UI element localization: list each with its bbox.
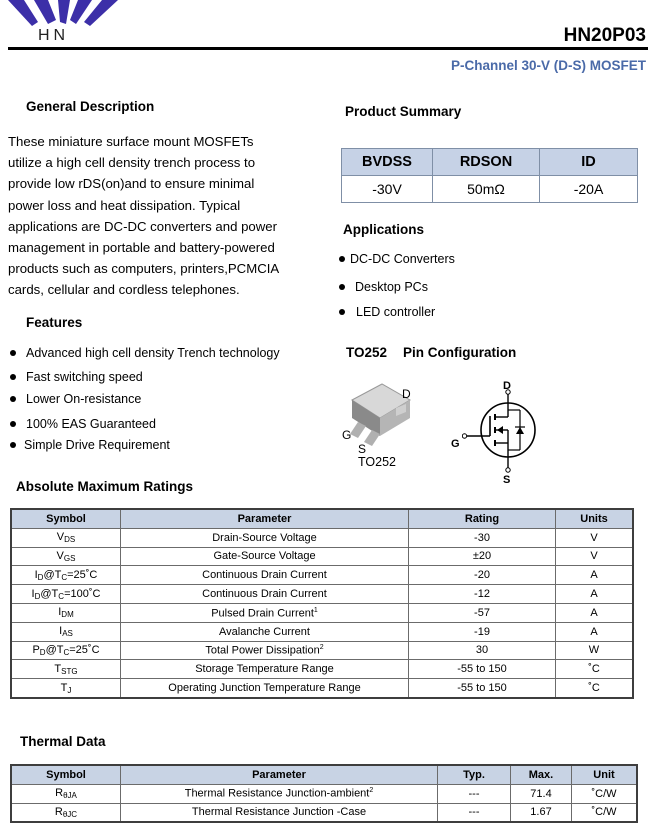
symbol-subscript: D <box>37 572 44 582</box>
bullet-icon <box>10 374 16 380</box>
symbol-letter: T <box>54 662 62 675</box>
typ-cell: --- <box>438 803 511 822</box>
symbol-subscript: DM <box>61 610 74 620</box>
symbol-subscript: GS <box>63 553 76 563</box>
symbol-condition: @T <box>45 643 64 656</box>
list-item: DC-DC Converters <box>339 252 455 280</box>
symbol-letter: P <box>32 643 40 656</box>
rating-cell: -12 <box>409 585 556 604</box>
symbol-condition: =25˚C <box>67 568 98 581</box>
symbol-cell <box>11 603 121 622</box>
symbol-subscript: C <box>58 591 65 601</box>
symbol-letter: I <box>58 606 62 619</box>
to252-package-icon <box>338 378 428 458</box>
package-label: TO252 <box>358 455 396 469</box>
symbol-cell <box>11 660 121 679</box>
symbol-letter: R <box>54 805 63 818</box>
parameter-cell <box>121 566 409 585</box>
parameter-text: Storage Temperature Range <box>195 663 334 676</box>
parameter-text: Drain-Source Voltage <box>212 531 317 544</box>
parameter-text: Total Power Dissipation <box>205 644 320 657</box>
parameter-cell <box>121 660 409 679</box>
symbol-letter: T <box>60 681 68 694</box>
package-pin-s: S <box>358 442 367 456</box>
symbol-subscript: STG <box>61 666 78 676</box>
symbol-subscript: D <box>39 647 46 657</box>
product-summary-table <box>341 148 638 203</box>
abs-max-table <box>10 508 634 699</box>
symbol-letter: V <box>56 549 64 562</box>
list-item: Desktop PCs <box>339 280 455 305</box>
general-description-heading: General Description <box>26 99 155 114</box>
thermal-heading: Thermal Data <box>20 734 106 749</box>
unit-cell: ˚C/W <box>572 784 638 803</box>
parameter-cell <box>121 803 438 822</box>
max-cell: 1.67 <box>511 803 572 822</box>
unit-cell: A <box>556 566 634 585</box>
symbol-cell <box>11 803 121 822</box>
symbol-pin-s: S <box>503 474 511 486</box>
unit-cell: A <box>556 622 634 641</box>
symbol-pin-g: G <box>451 438 460 450</box>
rating-cell: -55 to 150 <box>409 660 556 679</box>
package-pin-d: D <box>402 387 411 401</box>
symbol-cell <box>11 784 121 803</box>
symbol-condition: =100˚C <box>64 587 101 600</box>
unit-cell: W <box>556 641 634 660</box>
list-item: Fast switching speed <box>10 370 280 392</box>
symbol-subscript: θJC <box>62 809 78 819</box>
symbol-letter: I <box>59 625 63 638</box>
symbol-condition: =25˚C <box>69 643 100 656</box>
list-item: Simple Drive Requirement <box>10 438 280 460</box>
parameter-cell <box>121 622 409 641</box>
symbol-subscript: DS <box>64 535 76 545</box>
list-item: 100% EAS Guaranteed <box>10 417 280 438</box>
p-channel-mosfet-symbol-icon <box>462 388 552 478</box>
unit-cell: A <box>556 585 634 604</box>
parameter-cell <box>121 585 409 604</box>
parameter-cell <box>121 679 409 698</box>
table-row <box>11 585 633 604</box>
rating-cell: 30 <box>409 641 556 660</box>
part-number: HN20P03 <box>563 25 646 46</box>
bullet-icon <box>10 421 16 427</box>
table-header-row: Symbol Parameter Typ. Max. Unit <box>11 765 637 784</box>
parameter-text: Operating Junction Temperature Range <box>168 682 361 695</box>
rating-cell: -57 <box>409 603 556 622</box>
symbol-subscript: C <box>61 572 68 582</box>
bullet-icon <box>10 350 16 356</box>
symbol-letter: R <box>55 787 64 800</box>
symbol-subscript: θJA <box>63 791 77 801</box>
table-row <box>11 528 633 547</box>
applications-heading: Applications <box>343 222 425 237</box>
symbol-subscript: C <box>63 647 70 657</box>
rating-cell: -30 <box>409 528 556 547</box>
footnote-mark: 1 <box>313 606 318 614</box>
parameter-cell <box>121 784 438 803</box>
parameter-text: Pulsed Drain Current <box>211 607 314 620</box>
parameter-cell <box>121 641 409 660</box>
table-row <box>11 547 633 566</box>
symbol-cell <box>11 679 121 698</box>
features-heading: Features <box>26 315 83 330</box>
abs-max-heading: Absolute Maximum Ratings <box>16 479 194 494</box>
symbol-pin-d: D <box>503 380 511 392</box>
list-item: LED controller <box>339 305 455 330</box>
bullet-icon <box>339 284 345 290</box>
header-rule <box>8 47 648 50</box>
table-row <box>11 622 633 641</box>
unit-cell: ˚C/W <box>572 803 638 822</box>
unit-cell: A <box>556 603 634 622</box>
unit-cell: ˚C <box>556 679 634 698</box>
list-item: Advanced high cell density Trench technology <box>10 346 280 370</box>
bullet-icon <box>10 396 16 402</box>
logo-wave-icon <box>8 0 118 30</box>
symbol-cell <box>11 622 121 641</box>
symbol-condition: @T <box>43 568 62 581</box>
table-header-row: BVDSS RDSON ID <box>342 149 638 176</box>
bullet-icon <box>339 256 345 262</box>
symbol-cell <box>11 528 121 547</box>
logo-text: HN <box>38 27 70 44</box>
list-item: Lower On-resistance <box>10 392 280 417</box>
page-subtitle: P-Channel 30-V (D-S) MOSFET <box>450 58 646 73</box>
symbol-cell <box>11 641 121 660</box>
rating-cell: -19 <box>409 622 556 641</box>
table-row <box>11 641 633 660</box>
package-pin-g: G <box>342 428 352 442</box>
parameter-cell <box>121 603 409 622</box>
features-list <box>10 346 280 460</box>
symbol-subscript: D <box>34 591 41 601</box>
table-row <box>11 679 633 698</box>
typ-cell: --- <box>438 784 511 803</box>
thermal-table <box>10 764 638 823</box>
symbol-subscript: J <box>67 685 72 695</box>
table-row <box>11 660 633 679</box>
symbol-letter: I <box>31 587 35 600</box>
table-row <box>11 566 633 585</box>
bullet-icon <box>10 442 16 448</box>
rating-cell: -20 <box>409 566 556 585</box>
symbol-subscript: AS <box>62 629 73 639</box>
symbol-cell <box>11 547 121 566</box>
parameter-text: Thermal Resistance Junction -Case <box>191 806 367 819</box>
table-row <box>11 603 633 622</box>
applications-list <box>339 252 455 330</box>
table-header-row: Symbol Parameter Rating Units <box>11 509 633 528</box>
rating-cell: -55 to 150 <box>409 679 556 698</box>
rating-cell: ±20 <box>409 547 556 566</box>
parameter-cell <box>121 528 409 547</box>
parameter-text: Avalanche Current <box>219 625 310 638</box>
symbol-cell <box>11 585 121 604</box>
parameter-text: Continuous Drain Current <box>202 569 327 582</box>
unit-cell: ˚C <box>556 660 634 679</box>
parameter-text: Gate-Source Voltage <box>213 550 316 563</box>
footnote-mark: 2 <box>319 644 324 652</box>
parameter-text: Thermal Resistance Junction-ambient <box>184 788 370 801</box>
unit-cell: V <box>556 547 634 566</box>
parameter-text: Continuous Drain Current <box>202 588 327 601</box>
footnote-mark: 2 <box>369 787 374 795</box>
max-cell: 71.4 <box>511 784 572 803</box>
symbol-letter: I <box>34 568 38 581</box>
pin-config-heading: TO252 Pin Configuration <box>346 345 517 360</box>
table-row: -30V 50mΩ -20A <box>342 176 638 203</box>
unit-cell: V <box>556 528 634 547</box>
symbol-letter: V <box>56 531 65 544</box>
table-row <box>11 784 637 803</box>
bullet-icon <box>339 309 345 315</box>
table-row <box>11 803 637 822</box>
symbol-condition: @T <box>40 587 59 600</box>
general-description-text: These miniature surface mount MOSFETs utilize a high cell density trench process to provide low rDS(on)and to ensure minimal power loss and heat dissipation. Typical applications are DC-DC converters and power management in portable and battery-powered products such as computers, printers,PCMCIA cards, cellular and cordless telephones. <box>8 134 280 298</box>
symbol-cell <box>11 566 121 585</box>
parameter-cell <box>121 547 409 566</box>
product-summary-heading: Product Summary <box>345 104 462 119</box>
